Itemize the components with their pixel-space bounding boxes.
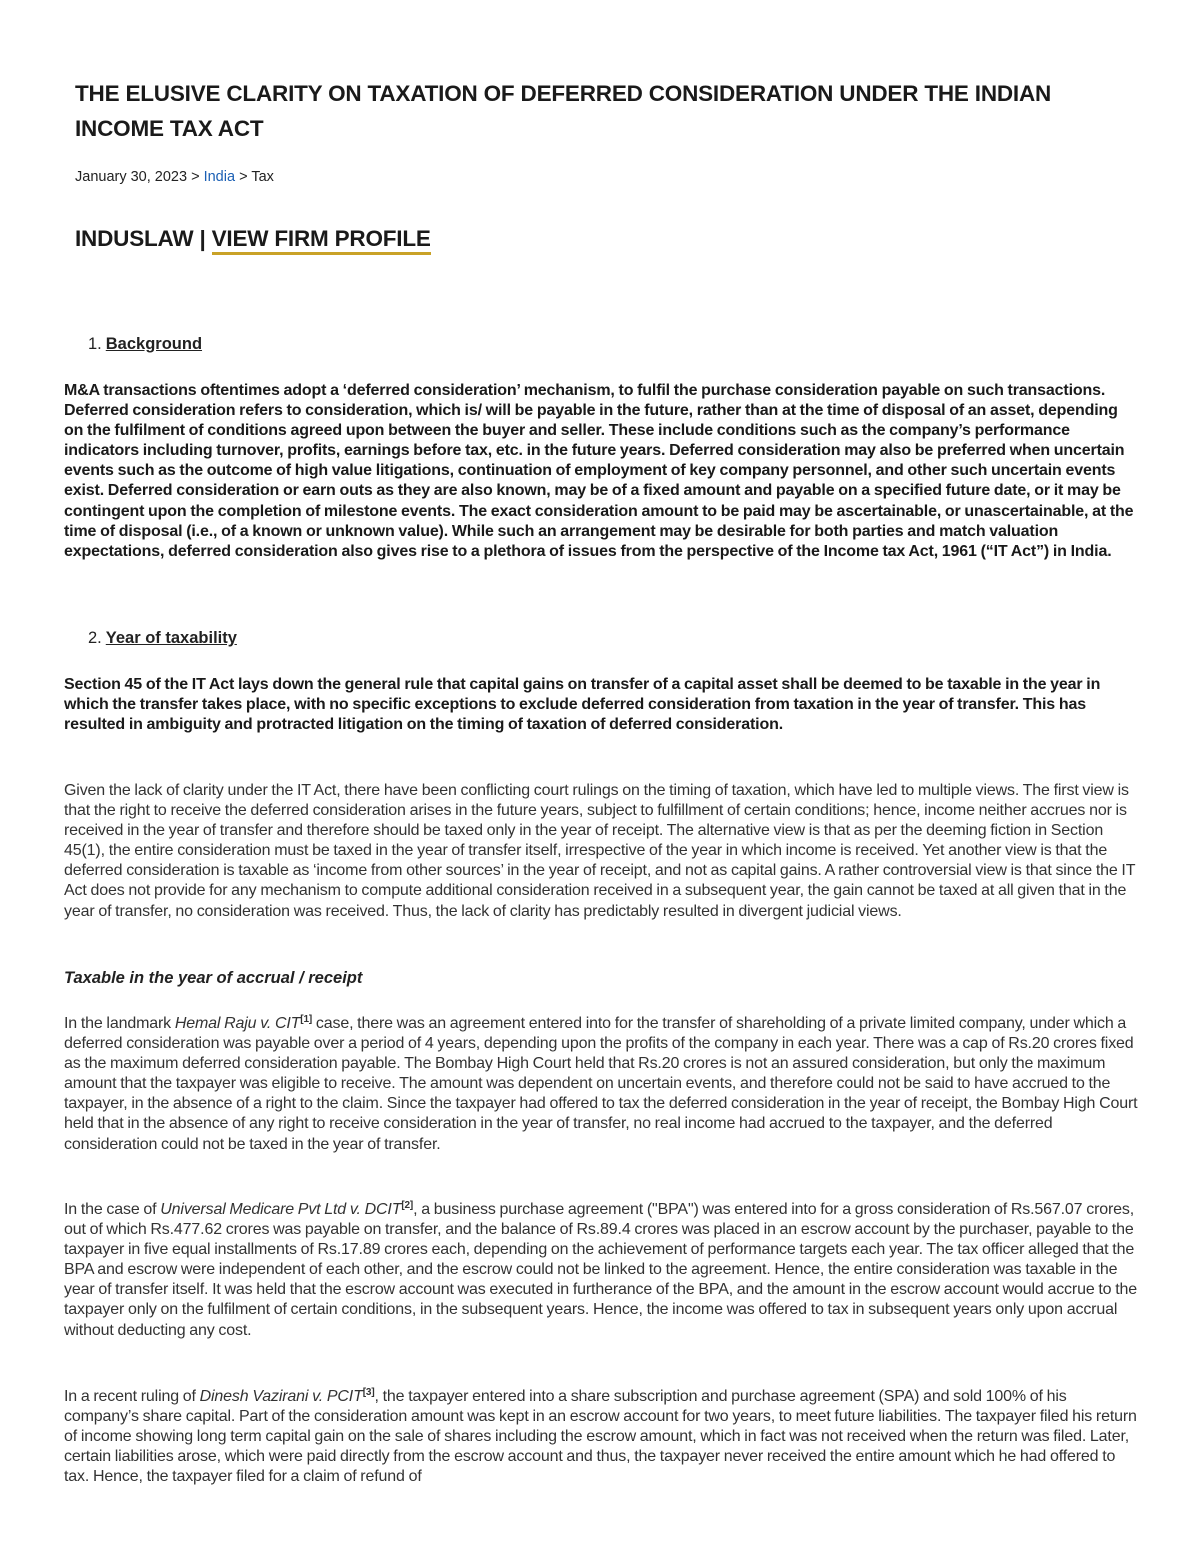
views-paragraph: Given the lack of clarity under the IT Act, there have been conflicting court rulings on the timing of taxation, which have led to multiple views. The first view is that the right to receive the deferred consideration arises in the future years, subject to fulfillment of certain conditions; hence, income neither accrues nor is received in the year of transfer and therefore should be taxed only in the year of receipt. The alternative view is that as per the deeming fiction in Section 45(1), the entire consideration must be taxed in the year of transfer itself, irrespective of the year in which income is received. Yet another view is that the deferred consideration is taxable as ‘income from other sources’ in the year of receipt, and not as capital gains. A rather controversial view is that since the IT Act does not provide for any mechanism to compute additional consideration received in a subsequent year, the gain cannot be taxed at all given that in the year of transfer, no consideration was received. Thus, the lack of clarity has predictably resulted in divergent judicial views.: [64, 782, 1136, 920]
section-number: 1.: [88, 335, 102, 353]
article-title: THE ELUSIVE CLARITY ON TAXATION OF DEFERRED CONSIDERATION UNDER THE INDIAN INCOME TAX ACT: [75, 81, 1052, 141]
section-number: 2.: [88, 629, 102, 647]
section-title: Year of taxability: [105, 629, 237, 647]
breadcrumb-separator: >: [187, 169, 204, 185]
section45-paragraph: Section 45 of the IT Act lays down the general rule that capital gains on transfer of a capital asset shall be deemed to be taxable in the year in which the transfer takes place, with no specific exceptions to exclude deferred consideration from taxation in the year of transfer. This has resulted in ambiguity and protracted litigation on the timing of taxation of deferred consideration.: [64, 676, 1101, 734]
breadcrumb: [75, 168, 274, 186]
case-name: Dinesh Vazirani v. PCIT: [199, 1388, 363, 1405]
subheading-accrual-receipt: Taxable in the year of accrual / receipt: [64, 969, 363, 987]
dinesh-vazirani-paragraph: In a recent ruling of Dinesh Vazirani v. PCIT[3], the taxpayer entered into a share subscription and purchase agreement (SPA) and sold 100% of his company’s share capital. Part of the consideration amount was kept in an escrow account for two years, to meet future liabilities. The taxpayer filed his return of income showing long term capital gain on the sale of shares including the escrow amount, which in fact was not received when the return was filed. Later, certain liabilities arose, which were paid directly from the escrow account and thus, the taxpayer never received the entire amount which he had offered to tax. Hence, the taxpayer filed for a claim of refund of: [64, 1387, 1137, 1486]
case-name: Universal Medicare Pvt Ltd v. DCIT: [160, 1201, 402, 1218]
universal-medicare-paragraph: In the case of Universal Medicare Pvt Ltd v. DCIT[2], a business purchase agreement ("BPA") was entered into for a gross consideration of Rs.567.07 crores, out of which Rs.477.62 crores was payable on transfer, and the balance of Rs.89.4 crores was placed in an escrow account by the purchaser, payable to the taxpayer in five equal installments of Rs.17.89 crores each, depending on the achievement of performance targets each year. The tax officer alleged that the BPA and escrow were independent of each other, and the escrow could not be linked to the agreement. Hence, the entire consideration was taxable in the year of transfer itself. It was held that the escrow account was executed in furtherance of the BPA, and the amount in the escrow account would accrue to the taxpayer only on the fulfilment of certain conditions, in the subsequent years. Hence, the income was offered to tax in subsequent years only upon accrual without deducting any cost.: [64, 1200, 1137, 1339]
footnote-ref-link[interactable]: [3]: [362, 1387, 375, 1398]
footnote-ref-link[interactable]: [2]: [401, 1200, 414, 1211]
breadcrumb-country-link[interactable]: India: [203, 169, 236, 185]
footnote-ref-link[interactable]: [1]: [300, 1014, 313, 1025]
section-heading-background: [88, 334, 202, 354]
breadcrumb-separator: >: [235, 169, 252, 185]
section-heading-year-of-taxability: [88, 628, 237, 648]
breadcrumb-category: Tax: [251, 169, 274, 185]
article-date: January 30, 2023: [75, 169, 188, 185]
view-firm-profile-link[interactable]: VIEW FIRM PROFILE: [212, 226, 431, 255]
firm-name: INDUSLAW: [75, 226, 194, 251]
firm-separator: |: [193, 226, 212, 251]
section-title: Background: [105, 335, 203, 353]
background-paragraph: M&A transactions oftentimes adopt a ‘deferred consideration’ mechanism, to fulfil the purchase consideration payable on such transactions. Deferred consideration refers to consideration, which is/ will be payable in the future, rather than at the time of disposal of an asset, depending on the fulfilment of conditions agreed upon between the buyer and seller. These include conditions such as the company’s performance indicators including turnover, profits, earnings before tax, etc. in the future years. Deferred consideration may also be preferred when uncertain events such as the outcome of high value litigations, continuation of employment of key company personnel, and other such uncertain events exist. Deferred consideration or earn outs as they are also known, may be of a fixed amount and payable on a specified future date, or it may be contingent upon the completion of milestone events. The exact consideration amount to be paid may be ascertainable, or unascertainable, at the time of disposal (i.e., of a known or unknown value). While such an arrangement may be desirable for both parties and match valuation expectations, deferred consideration also gives rise to a plethora of issues from the perspective of the Income tax Act, 1961 (“IT Act”) in India.: [64, 382, 1134, 560]
hemal-raju-paragraph: In the landmark Hemal Raju v. CIT[1] case, there was an agreement entered into for the transfer of shareholding of a private limited company, under which a deferred consideration was payable over a period of 4 years, depending upon the profits of the company in each year. There was a cap of Rs.20 crores fixed as the maximum deferred consideration payable. The Bombay High Court held that Rs.20 crores is not an assured consideration, but only the maximum amount that the taxpayer was eligible to receive. The amount was dependent on uncertain events, and therefore could not be said to have accrued to the taxpayer, in the absence of a right to the claim. Since the taxpayer had offered to tax the deferred consideration in the year of receipt, the Bombay High Court held that in the absence of any right to receive consideration in the year of transfer, no real income had accrued to the taxpayer, and the deferred consideration could not be taxed in the year of transfer.: [64, 1014, 1138, 1153]
firm-header: [75, 224, 431, 254]
case-name: Hemal Raju v. CIT: [174, 1015, 301, 1032]
